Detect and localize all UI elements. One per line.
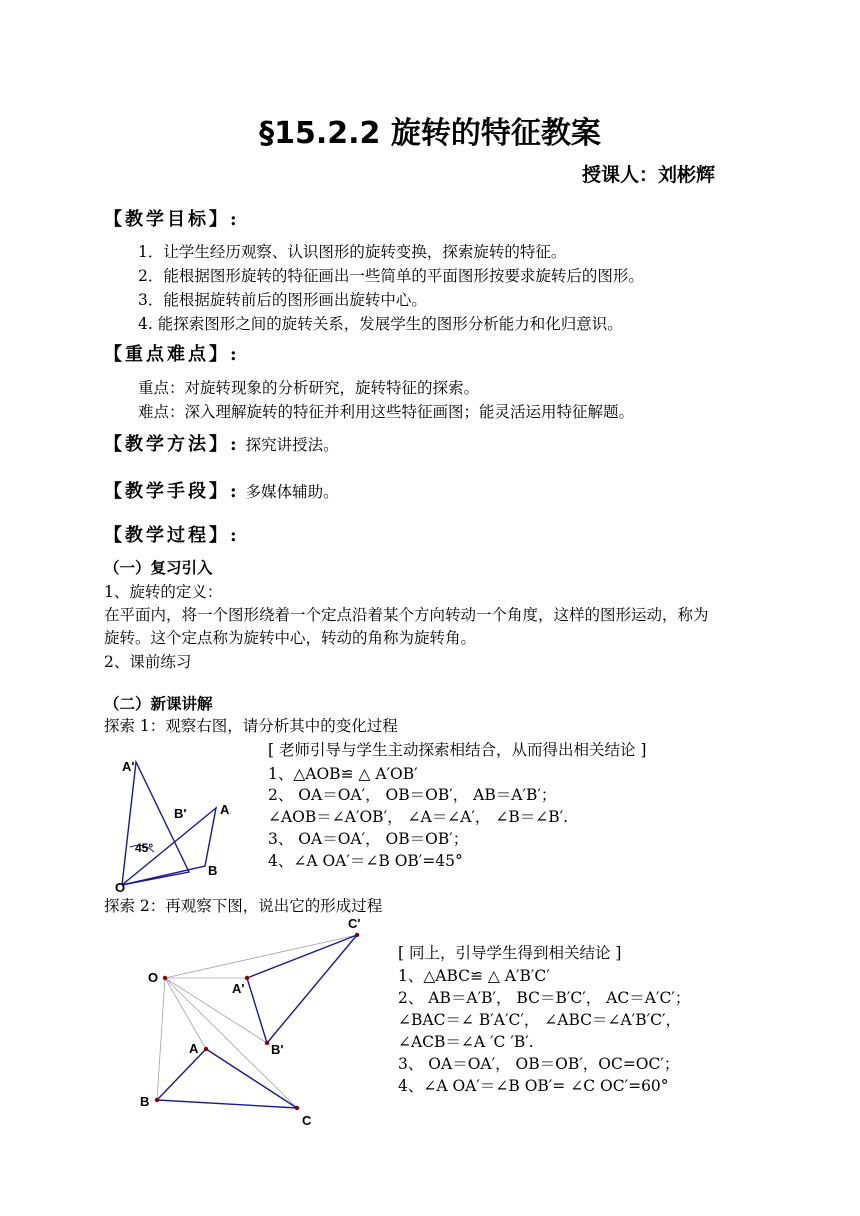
keypoints-heading: 【重点难点】: (104, 344, 240, 365)
label-a: A (220, 802, 230, 817)
explore1-line: 4、∠A OA′＝∠B OB′=45° (268, 852, 463, 870)
means-text: 多媒体辅助。 (245, 483, 339, 501)
label-a: A (189, 1041, 199, 1056)
method-text: 探究讲授法。 (245, 436, 339, 454)
explore1-line: ∠AOB＝∠A′OB′， ∠A＝∠A′， ∠B＝∠B′. (268, 808, 569, 826)
explore2-line: 4、∠A OA′＝∠B OB′= ∠C OC′=60° (398, 1077, 669, 1095)
triangle-abc-prime (247, 935, 357, 1043)
triangle-abc (157, 1049, 297, 1108)
part2-title: （二）新课讲解 (104, 695, 213, 713)
method-heading-label: 【教学方法】: (104, 434, 240, 455)
label-o: O (115, 880, 126, 895)
label-a-prime: A' (232, 981, 245, 996)
label-a-prime: A' (122, 759, 135, 774)
explore1-line: 3、 OA＝OA′， OB＝OB′； (268, 830, 469, 848)
means-heading-label: 【教学手段】: (104, 481, 240, 502)
objective-item: 3．能根据旋转前后的图形画出旋转中心。 (138, 291, 427, 309)
explore2-intro: 探索 2：再观察下图，说出它的形成过程 (104, 897, 383, 915)
focus-text: 重点：对旋转现象的分析研究，旋转特征的探索。 (138, 379, 480, 397)
objectives-heading: 【教学目标】: (104, 209, 240, 230)
vertex-points (155, 933, 359, 1110)
label-angle: 45° (135, 841, 154, 855)
label-b-prime: B' (174, 806, 187, 821)
practice-label: 2、课前练习 (104, 653, 192, 671)
definition-label: 1、旋转的定义： (104, 583, 223, 601)
objective-item: 4. 能探索图形之间的旋转关系，发展学生的图形分析能力和化归意识。 (138, 315, 623, 333)
definition-line: 在平面内，将一个图形绕着一个定点沿着某个方向转动一个角度，这样的图形运动，称为 (104, 606, 709, 624)
part1-title: （一）复习引入 (104, 559, 213, 577)
explore1-line: 2、 OA＝OA′， OB＝OB′， AB＝A′B′； (268, 786, 557, 804)
label-b: B (208, 863, 218, 878)
label-c-prime: C' (348, 916, 361, 931)
explore2-line: 1、△ABC≌ △ A′B′C′ (398, 967, 550, 985)
triangle-a1ob1 (122, 762, 189, 885)
label-o: O (148, 970, 159, 985)
label-b-prime: B' (271, 1042, 284, 1057)
explore2-guide: [ 同上，引导学生得到相关结论 ] (398, 944, 622, 962)
difficulty-text: 难点：深入理解旋转的特征并利用这些特征画图；能灵活运用特征解题。 (138, 403, 635, 421)
objective-item: 1．让学生经历观察、认识图形的旋转变换，探索旋转的特征。 (138, 243, 567, 261)
label-b: B (140, 1094, 150, 1109)
explore2-line: 2、 AB＝A′B′， BC＝B′C′， AC＝A′C′； (398, 989, 691, 1007)
objective-item: 2．能根据图形旋转的特征画出一些简单的平面图形按要求旋转后的图形。 (138, 267, 644, 285)
method-heading (104, 430, 339, 456)
explore1-guide: [ 老师引导与学生主动探索相结合，从而得出相关结论 ] (268, 741, 647, 759)
definition-line: 旋转。这个定点称为旋转中心，转动的角称为旋转角。 (104, 629, 477, 647)
explore1-intro: 探索 1：观察右图，请分析其中的变化过程 (104, 717, 398, 735)
explore2-line: 3、 OA＝OA′， OB＝OB′，OC=OC′； (398, 1055, 680, 1073)
figure-rotation-60 (135, 912, 375, 1137)
page-title: §15.2.2 旋转的特征教案 (259, 116, 601, 151)
figure-rotation-45 (110, 752, 250, 897)
explore1-line: 1、△AOB≌ △ A′OB′ (268, 765, 418, 783)
explore2-line: ∠ACB＝∠A ′C ′B′. (398, 1033, 534, 1051)
means-heading (104, 477, 339, 503)
author: 授课人：刘彬辉 (582, 164, 716, 186)
label-c: C (302, 1113, 312, 1128)
process-heading: 【教学过程】: (104, 525, 240, 546)
explore2-line: ∠BAC＝∠ B′A′C′， ∠ABC＝∠A′B′C′， (398, 1011, 681, 1029)
